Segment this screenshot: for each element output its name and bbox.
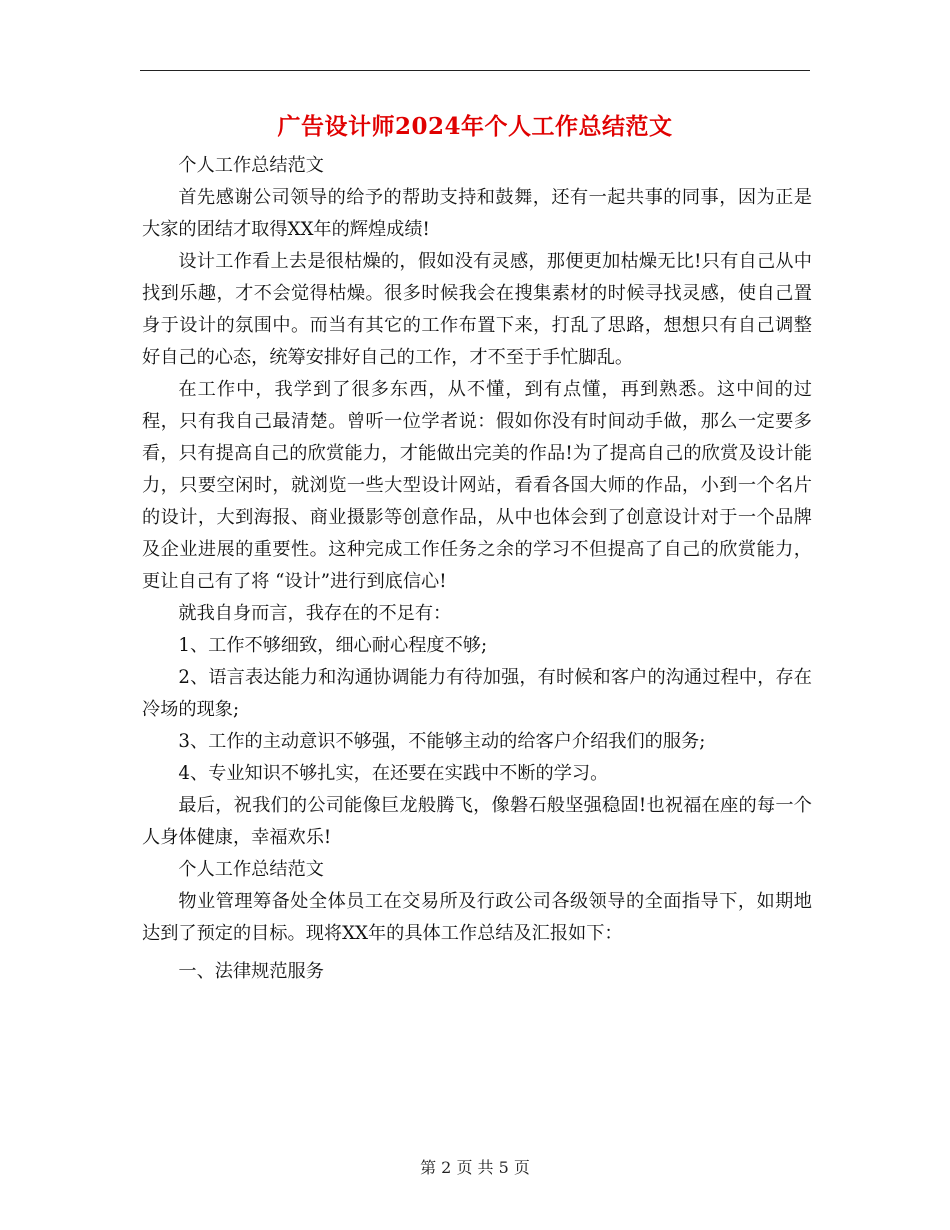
paragraph: 最后，祝我们的公司能像巨龙般腾飞，像磐石般坚强稳固!也祝福在座的每一个人身体健康，幸福欢乐! xyxy=(142,795,812,848)
section-heading: 一、法律规范服务 xyxy=(178,961,324,982)
paragraph: 物业管理筹备处全体员工在交易所及行政公司各级领导的全面指导下，如期地达到了预定的目标。现将XX年的具体工作总结及汇报如下： xyxy=(142,891,812,944)
document-title: 广告设计师2024年个人工作总结范文 xyxy=(277,113,673,140)
header-rule xyxy=(140,70,810,71)
paragraph: 在工作中，我学到了很多东西，从不懂，到有点懂，再到熟悉。这中间的过程，只有我自己最清楚。曾听一位学者说：假如你没有时间动手做，那么一定要多看，只有提高自己的欣赏能力，才能做出完美的作品!为了提高自己的欣赏及设计能力，只要空闲时，就浏览一些大型设计网站，看看各国大师的作品，小到一个名片的设计，大到海报、商业摄影等创意作品，从中也体会到了创意设计对于一个品牌及企业进展的重要性。这种完成工作任务之余的学习不但提高了自己的欣赏能力，更让自己有了将 “设计”进行到底信心! xyxy=(142,379,812,592)
paragraph: 设计工作看上去是很枯燥的，假如没有灵感，那便更加枯燥无比!只有自己从中找到乐趣，才不会觉得枯燥。很多时候我会在搜集素材的时候寻找灵感，使自己置身于设计的氛围中。而当有其它的工作布置下来，打乱了思路，想想只有自己调整好自己的心态，统筹安排好自己的工作，才不至于手忙脚乱。 xyxy=(142,251,812,368)
page-footer: 第 2 页 共 5 页 xyxy=(420,1158,530,1177)
list-item: 1、工作不够细致，细心耐心程度不够; xyxy=(178,635,488,656)
document-body xyxy=(142,150,812,988)
paragraph: 就我自身而言，我存在的不足有： xyxy=(178,603,452,624)
list-item: 3、工作的主动意识不够强，不能够主动的给客户介绍我们的服务; xyxy=(178,731,706,752)
section-heading: 个人工作总结范文 xyxy=(178,859,324,880)
section-heading: 个人工作总结范文 xyxy=(178,155,324,176)
list-item: 4、专业知识不够扎实，在还要在实践中不断的学习。 xyxy=(178,763,609,784)
list-item: 2、语言表达能力和沟通协调能力有待加强，有时候和客户的沟通过程中，存在冷场的现象; xyxy=(142,667,812,720)
paragraph: 首先感谢公司领导的给予的帮助支持和鼓舞，还有一起共事的同事，因为正是大家的团结才取得XX年的辉煌成绩! xyxy=(142,187,812,240)
